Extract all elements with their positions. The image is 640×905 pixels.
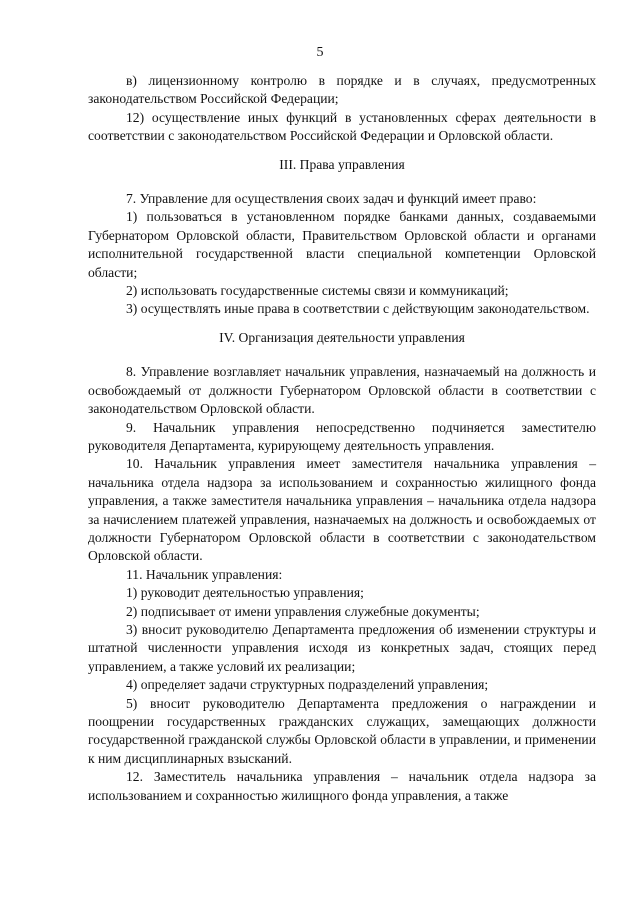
paragraph: 3) вносит руководителю Департамента предложения об изменении структуры и штатной численности управления исходя из конкретных задач, стоящих перед управлением, а также условий их реализации; (88, 621, 596, 674)
paragraph: 10. Начальник управления имеет заместителя начальника управления – начальника отдела надзора за использованием и сохранностью жилищного фонда управления, а также заместителя начальника управления – начальника отдела надзора за начислением платежей управления, назначаемых на должность и освобождаемых от должности Губернатором Орловской области в соответствии с законодательством Орловской области. (88, 456, 596, 564)
paragraph: 1) пользоваться в установленном порядке банками данных, создаваемыми Губернатором Орловской области, Правительством Орловской области и органами исполнительной государственной власти специальной компетенции Орловской области; (88, 209, 596, 280)
document-body (88, 72, 596, 805)
section-heading: III. Права управления (279, 156, 405, 172)
paragraph: 11. Начальник управления: (126, 566, 283, 582)
paragraph: 4) определяет задачи структурных подразделений управления; (126, 677, 489, 693)
paragraph: 3) осуществлять иные права в соответствии с действующим законодательством. (126, 301, 590, 317)
paragraph: 1) руководит деятельностью управления; (126, 585, 364, 601)
paragraph: 9. Начальник управления непосредственно подчиняется заместителю руководителя Департамента, курирующему деятельность управления. (88, 419, 596, 453)
paragraph: 7. Управление для осуществления своих задач и функций имеет право: (126, 191, 537, 207)
page-number: 5 (316, 45, 324, 60)
paragraph: 8. Управление возглавляет начальник управления, назначаемый на должность и освобождаемый от должности Губернатором Орловской области в соответствии с законодательством Орловской области. (88, 364, 596, 417)
paragraph: 12. Заместитель начальника управления – начальник отдела надзора за использованием и сохранностью жилищного фонда управления, а также (88, 769, 596, 803)
paragraph: 2) использовать государственные системы связи и коммуникаций; (126, 283, 509, 299)
section-heading: IV. Организация деятельности управления (219, 329, 465, 345)
paragraph: 12) осуществление иных функций в установленных сферах деятельности в соответствии с законодательством Российской Федерации и Орловской области. (88, 109, 596, 144)
paragraph: 2) подписывает от имени управления служебные документы; (126, 603, 480, 619)
paragraph: в) лицензионному контролю в порядке и в случаях, предусмотренных законодательством Российской Федерации; (88, 73, 596, 107)
paragraph: 5) вносит руководителю Департамента предложения о награждении и поощрении государственных гражданских служащих, замещающих должности государственной гражданской службы Орловской области в управлении, и применении к ним дисциплинарных взысканий. (88, 695, 596, 766)
